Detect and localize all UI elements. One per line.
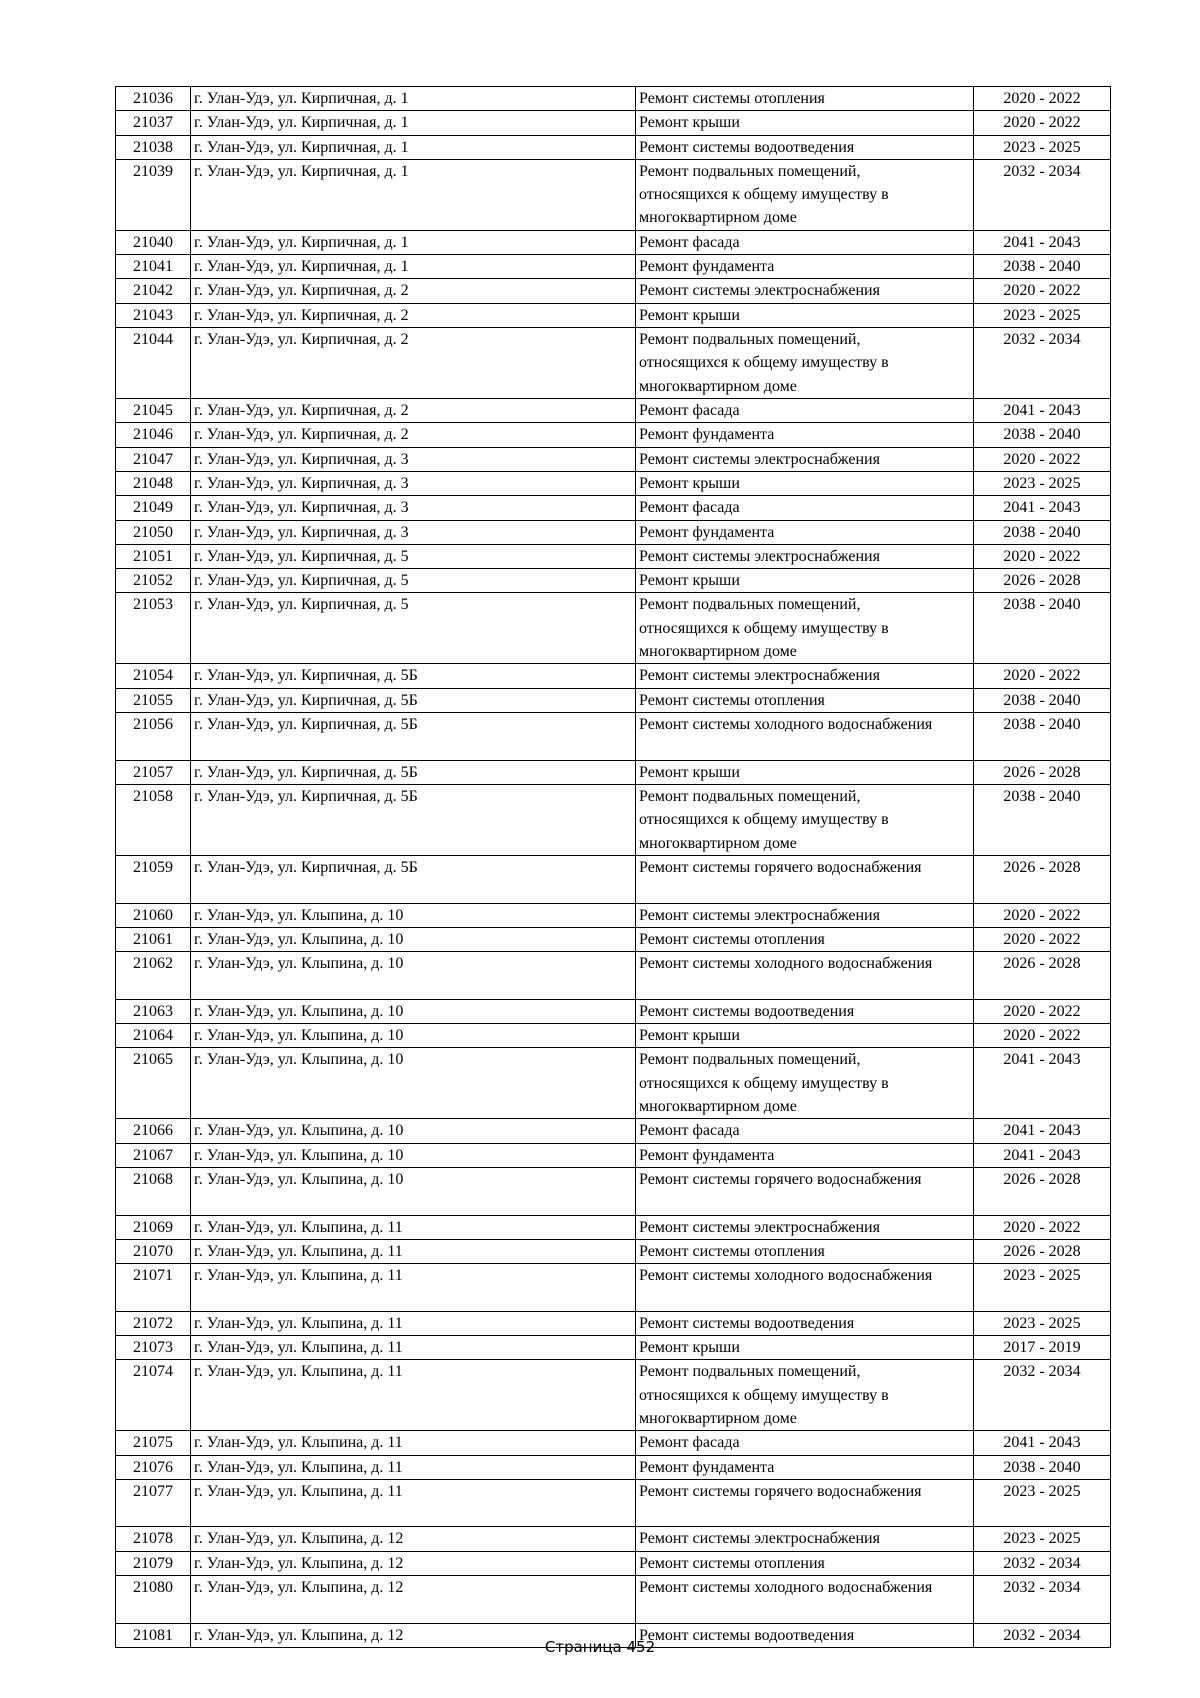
address-cell: г. Улан-Удэ, ул. Кирпичная, д. 1: [191, 87, 636, 111]
row-number-cell: 21080: [116, 1576, 191, 1624]
row-number-cell: 21040: [116, 230, 191, 254]
work-type-cell: Ремонт системы горячего водоснабжения: [636, 1167, 974, 1215]
period-cell: 2020 - 2022: [974, 1215, 1111, 1239]
period-cell: 2038 - 2040: [974, 688, 1111, 712]
address-cell: г. Улан-Удэ, ул. Клыпина, д. 10: [191, 952, 636, 1000]
period-cell: 2038 - 2040: [974, 520, 1111, 544]
table-row: [116, 496, 1111, 520]
period-cell: 2023 - 2025: [974, 303, 1111, 327]
address-cell: г. Улан-Удэ, ул. Клыпина, д. 11: [191, 1215, 636, 1239]
period-cell: 2020 - 2022: [974, 903, 1111, 927]
row-number-cell: 21068: [116, 1167, 191, 1215]
row-number-cell: 21044: [116, 328, 191, 399]
period-cell: 2020 - 2022: [974, 111, 1111, 135]
work-type-cell: Ремонт крыши: [636, 303, 974, 327]
period-cell: 2032 - 2034: [974, 159, 1111, 230]
work-type-cell: Ремонт крыши: [636, 569, 974, 593]
row-number-cell: 21041: [116, 255, 191, 279]
period-cell: 2038 - 2040: [974, 784, 1111, 855]
address-cell: г. Улан-Удэ, ул. Клыпина, д. 10: [191, 1167, 636, 1215]
table-row: [116, 903, 1111, 927]
row-number-cell: 21056: [116, 713, 191, 761]
row-number-cell: 21078: [116, 1527, 191, 1551]
period-cell: 2026 - 2028: [974, 952, 1111, 1000]
table-row: [116, 544, 1111, 568]
row-number-cell: 21037: [116, 111, 191, 135]
work-type-cell: Ремонт системы электроснабжения: [636, 664, 974, 688]
work-type-cell: Ремонт фасада: [636, 1119, 974, 1143]
row-number-cell: 21079: [116, 1551, 191, 1575]
period-cell: 2020 - 2022: [974, 447, 1111, 471]
work-type-cell: Ремонт фасада: [636, 399, 974, 423]
table-row: [116, 1311, 1111, 1335]
work-type-cell: Ремонт системы холодного водоснабжения: [636, 1264, 974, 1312]
address-cell: г. Улан-Удэ, ул. Клыпина, д. 11: [191, 1264, 636, 1312]
work-type-cell: Ремонт фундамента: [636, 255, 974, 279]
work-type-cell: Ремонт фундамента: [636, 423, 974, 447]
work-type-cell: Ремонт системы электроснабжения: [636, 544, 974, 568]
address-cell: г. Улан-Удэ, ул. Кирпичная, д. 2: [191, 328, 636, 399]
table-row: [116, 471, 1111, 495]
address-cell: г. Улан-Удэ, ул. Клыпина, д. 12: [191, 1576, 636, 1624]
period-cell: 2032 - 2034: [974, 1551, 1111, 1575]
table-row: [116, 1455, 1111, 1479]
table-row: [116, 1335, 1111, 1359]
address-cell: г. Улан-Удэ, ул. Кирпичная, д. 5Б: [191, 855, 636, 903]
address-cell: г. Улан-Удэ, ул. Кирпичная, д. 5Б: [191, 688, 636, 712]
period-cell: 2020 - 2022: [974, 1024, 1111, 1048]
table-row: [116, 1239, 1111, 1263]
row-number-cell: 21066: [116, 1119, 191, 1143]
address-cell: г. Улан-Удэ, ул. Кирпичная, д. 2: [191, 399, 636, 423]
row-number-cell: 21045: [116, 399, 191, 423]
period-cell: 2038 - 2040: [974, 423, 1111, 447]
table-row: [116, 593, 1111, 664]
work-type-cell: Ремонт системы водоотведения: [636, 999, 974, 1023]
address-cell: г. Улан-Удэ, ул. Клыпина, д. 11: [191, 1311, 636, 1335]
row-number-cell: 21051: [116, 544, 191, 568]
work-type-cell: Ремонт системы холодного водоснабжения: [636, 952, 974, 1000]
table-row: [116, 569, 1111, 593]
row-number-cell: 21039: [116, 159, 191, 230]
row-number-cell: 21069: [116, 1215, 191, 1239]
table-row: [116, 927, 1111, 951]
period-cell: 2017 - 2019: [974, 1335, 1111, 1359]
work-type-cell: Ремонт системы отопления: [636, 87, 974, 111]
period-cell: 2020 - 2022: [974, 999, 1111, 1023]
address-cell: г. Улан-Удэ, ул. Кирпичная, д. 1: [191, 135, 636, 159]
period-cell: 2041 - 2043: [974, 1048, 1111, 1119]
work-type-cell: Ремонт системы электроснабжения: [636, 1527, 974, 1551]
period-cell: 2020 - 2022: [974, 664, 1111, 688]
address-cell: г. Улан-Удэ, ул. Клыпина, д. 10: [191, 999, 636, 1023]
address-cell: г. Улан-Удэ, ул. Кирпичная, д. 3: [191, 447, 636, 471]
address-cell: г. Улан-Удэ, ул. Кирпичная, д. 5Б: [191, 760, 636, 784]
row-number-cell: 21058: [116, 784, 191, 855]
work-type-cell: Ремонт системы электроснабжения: [636, 1215, 974, 1239]
table-row: [116, 952, 1111, 1000]
address-cell: г. Улан-Удэ, ул. Клыпина, д. 12: [191, 1527, 636, 1551]
row-number-cell: 21052: [116, 569, 191, 593]
address-cell: г. Улан-Удэ, ул. Клыпина, д. 11: [191, 1360, 636, 1431]
work-type-cell: Ремонт системы холодного водоснабжения: [636, 1576, 974, 1624]
table-row: [116, 1479, 1111, 1527]
address-cell: г. Улан-Удэ, ул. Клыпина, д. 11: [191, 1479, 636, 1527]
period-cell: 2020 - 2022: [974, 279, 1111, 303]
work-type-cell: Ремонт системы холодного водоснабжения: [636, 713, 974, 761]
work-type-cell: Ремонт системы отопления: [636, 1551, 974, 1575]
table-row: [116, 1431, 1111, 1455]
work-type-cell: Ремонт фасада: [636, 230, 974, 254]
row-number-cell: 21061: [116, 927, 191, 951]
address-cell: г. Улан-Удэ, ул. Клыпина, д. 10: [191, 1048, 636, 1119]
work-type-cell: Ремонт крыши: [636, 471, 974, 495]
table-row: [116, 713, 1111, 761]
period-cell: 2032 - 2034: [974, 1576, 1111, 1624]
work-type-cell: Ремонт крыши: [636, 1024, 974, 1048]
table-row: [116, 688, 1111, 712]
work-type-cell: Ремонт подвальных помещений, относящихся к общему имуществу в многоквартирном доме: [636, 1048, 974, 1119]
work-type-cell: Ремонт фасада: [636, 1431, 974, 1455]
row-number-cell: 21063: [116, 999, 191, 1023]
work-type-cell: Ремонт подвальных помещений, относящихся к общему имуществу в многоквартирном доме: [636, 159, 974, 230]
row-number-cell: 21054: [116, 664, 191, 688]
address-cell: г. Улан-Удэ, ул. Кирпичная, д. 5: [191, 593, 636, 664]
period-cell: 2026 - 2028: [974, 855, 1111, 903]
row-number-cell: 21042: [116, 279, 191, 303]
work-type-cell: Ремонт фундамента: [636, 1143, 974, 1167]
period-cell: 2041 - 2043: [974, 230, 1111, 254]
table-row: [116, 447, 1111, 471]
row-number-cell: 21055: [116, 688, 191, 712]
address-cell: г. Улан-Удэ, ул. Клыпина, д. 11: [191, 1455, 636, 1479]
period-cell: 2023 - 2025: [974, 1311, 1111, 1335]
table-row: [116, 1215, 1111, 1239]
row-number-cell: 21074: [116, 1360, 191, 1431]
address-cell: г. Улан-Удэ, ул. Кирпичная, д. 2: [191, 423, 636, 447]
work-type-cell: Ремонт системы отопления: [636, 927, 974, 951]
period-cell: 2041 - 2043: [974, 1119, 1111, 1143]
period-cell: 2041 - 2043: [974, 496, 1111, 520]
address-cell: г. Улан-Удэ, ул. Кирпичная, д. 1: [191, 159, 636, 230]
table-row: [116, 423, 1111, 447]
period-cell: 2026 - 2028: [974, 1167, 1111, 1215]
row-number-cell: 21036: [116, 87, 191, 111]
period-cell: 2032 - 2034: [974, 328, 1111, 399]
period-cell: 2026 - 2028: [974, 1239, 1111, 1263]
row-number-cell: 21060: [116, 903, 191, 927]
table-row: [116, 111, 1111, 135]
work-type-cell: Ремонт системы отопления: [636, 1239, 974, 1263]
table-row: [116, 664, 1111, 688]
address-cell: г. Улан-Удэ, ул. Клыпина, д. 11: [191, 1431, 636, 1455]
work-type-cell: Ремонт подвальных помещений, относящихся к общему имуществу в многоквартирном доме: [636, 784, 974, 855]
work-type-cell: Ремонт системы электроснабжения: [636, 447, 974, 471]
row-number-cell: 21046: [116, 423, 191, 447]
period-cell: 2023 - 2025: [974, 135, 1111, 159]
address-cell: г. Улан-Удэ, ул. Кирпичная, д. 2: [191, 279, 636, 303]
row-number-cell: 21070: [116, 1239, 191, 1263]
period-cell: 2038 - 2040: [974, 593, 1111, 664]
address-cell: г. Улан-Удэ, ул. Кирпичная, д. 1: [191, 230, 636, 254]
row-number-cell: 21053: [116, 593, 191, 664]
work-type-cell: Ремонт подвальных помещений, относящихся к общему имуществу в многоквартирном доме: [636, 1360, 974, 1431]
address-cell: г. Улан-Удэ, ул. Клыпина, д. 11: [191, 1335, 636, 1359]
period-cell: 2032 - 2034: [974, 1623, 1111, 1647]
table-row: [116, 520, 1111, 544]
row-number-cell: 21065: [116, 1048, 191, 1119]
period-cell: 2020 - 2022: [974, 87, 1111, 111]
period-cell: 2023 - 2025: [974, 1479, 1111, 1527]
work-type-cell: Ремонт крыши: [636, 1335, 974, 1359]
period-cell: 2041 - 2043: [974, 1143, 1111, 1167]
address-cell: г. Улан-Удэ, ул. Клыпина, д. 10: [191, 1119, 636, 1143]
work-type-cell: Ремонт подвальных помещений, относящихся к общему имуществу в многоквартирном доме: [636, 328, 974, 399]
row-number-cell: 21043: [116, 303, 191, 327]
table-row: [116, 1119, 1111, 1143]
row-number-cell: 21048: [116, 471, 191, 495]
row-number-cell: 21075: [116, 1431, 191, 1455]
address-cell: г. Улан-Удэ, ул. Кирпичная, д. 5Б: [191, 784, 636, 855]
period-cell: 2023 - 2025: [974, 1264, 1111, 1312]
row-number-cell: 21067: [116, 1143, 191, 1167]
work-type-cell: Ремонт крыши: [636, 111, 974, 135]
period-cell: 2020 - 2022: [974, 544, 1111, 568]
period-cell: 2041 - 2043: [974, 399, 1111, 423]
row-number-cell: 21047: [116, 447, 191, 471]
work-type-cell: Ремонт системы водоотведения: [636, 1311, 974, 1335]
table-row: [116, 399, 1111, 423]
table-row: [116, 1167, 1111, 1215]
work-type-cell: Ремонт крыши: [636, 760, 974, 784]
table-row: [116, 303, 1111, 327]
work-type-cell: Ремонт системы водоотведения: [636, 135, 974, 159]
period-cell: 2020 - 2022: [974, 927, 1111, 951]
address-cell: г. Улан-Удэ, ул. Клыпина, д. 12: [191, 1623, 636, 1647]
work-type-cell: Ремонт фундамента: [636, 1455, 974, 1479]
table-row: [116, 1143, 1111, 1167]
table-row: [116, 1024, 1111, 1048]
address-cell: г. Улан-Удэ, ул. Кирпичная, д. 3: [191, 496, 636, 520]
address-cell: г. Улан-Удэ, ул. Клыпина, д. 10: [191, 1143, 636, 1167]
period-cell: 2026 - 2028: [974, 760, 1111, 784]
page-number: Страница 452: [544, 1638, 656, 1656]
table-row: [116, 999, 1111, 1023]
repair-schedule-table: [115, 86, 1111, 1648]
address-cell: г. Улан-Удэ, ул. Кирпичная, д. 1: [191, 111, 636, 135]
work-type-cell: Ремонт системы водоотведения: [636, 1623, 974, 1647]
address-cell: г. Улан-Удэ, ул. Кирпичная, д. 5: [191, 569, 636, 593]
row-number-cell: 21049: [116, 496, 191, 520]
period-cell: 2023 - 2025: [974, 1527, 1111, 1551]
row-number-cell: 21057: [116, 760, 191, 784]
table-row: [116, 255, 1111, 279]
address-cell: г. Улан-Удэ, ул. Кирпичная, д. 5: [191, 544, 636, 568]
address-cell: г. Улан-Удэ, ул. Кирпичная, д. 3: [191, 520, 636, 544]
table-row: [116, 784, 1111, 855]
table-row: [116, 855, 1111, 903]
row-number-cell: 21076: [116, 1455, 191, 1479]
row-number-cell: 21071: [116, 1264, 191, 1312]
address-cell: г. Улан-Удэ, ул. Кирпичная, д. 5Б: [191, 713, 636, 761]
period-cell: 2032 - 2034: [974, 1360, 1111, 1431]
row-number-cell: 21077: [116, 1479, 191, 1527]
table-row: [116, 328, 1111, 399]
row-number-cell: 21038: [116, 135, 191, 159]
row-number-cell: 21081: [116, 1623, 191, 1647]
period-cell: 2038 - 2040: [974, 255, 1111, 279]
address-cell: г. Улан-Удэ, ул. Кирпичная, д. 1: [191, 255, 636, 279]
row-number-cell: 21062: [116, 952, 191, 1000]
period-cell: 2023 - 2025: [974, 471, 1111, 495]
period-cell: 2038 - 2040: [974, 1455, 1111, 1479]
table-row: [116, 230, 1111, 254]
table-row: [116, 279, 1111, 303]
work-type-cell: Ремонт фасада: [636, 496, 974, 520]
table-row: [116, 760, 1111, 784]
address-cell: г. Улан-Удэ, ул. Клыпина, д. 12: [191, 1551, 636, 1575]
table-body: [116, 87, 1111, 1648]
address-cell: г. Улан-Удэ, ул. Клыпина, д. 11: [191, 1239, 636, 1263]
row-number-cell: 21050: [116, 520, 191, 544]
table-row: [116, 1576, 1111, 1624]
address-cell: г. Улан-Удэ, ул. Клыпина, д. 10: [191, 903, 636, 927]
work-type-cell: Ремонт подвальных помещений, относящихся к общему имуществу в многоквартирном доме: [636, 593, 974, 664]
table-row: [116, 1264, 1111, 1312]
row-number-cell: 21073: [116, 1335, 191, 1359]
work-type-cell: Ремонт системы электроснабжения: [636, 279, 974, 303]
work-type-cell: Ремонт фундамента: [636, 520, 974, 544]
table-row: [116, 1527, 1111, 1551]
work-type-cell: Ремонт системы электроснабжения: [636, 903, 974, 927]
work-type-cell: Ремонт системы отопления: [636, 688, 974, 712]
table-row: [116, 1551, 1111, 1575]
address-cell: г. Улан-Удэ, ул. Кирпичная, д. 5Б: [191, 664, 636, 688]
row-number-cell: 21059: [116, 855, 191, 903]
address-cell: г. Улан-Удэ, ул. Клыпина, д. 10: [191, 1024, 636, 1048]
address-cell: г. Улан-Удэ, ул. Кирпичная, д. 2: [191, 303, 636, 327]
period-cell: 2041 - 2043: [974, 1431, 1111, 1455]
period-cell: 2038 - 2040: [974, 713, 1111, 761]
work-type-cell: Ремонт системы горячего водоснабжения: [636, 855, 974, 903]
period-cell: 2026 - 2028: [974, 569, 1111, 593]
table-row: [116, 1360, 1111, 1431]
table-row: [116, 159, 1111, 230]
work-type-cell: Ремонт системы горячего водоснабжения: [636, 1479, 974, 1527]
table-row: [116, 1048, 1111, 1119]
table-row: [116, 135, 1111, 159]
row-number-cell: 21072: [116, 1311, 191, 1335]
table-row: [116, 87, 1111, 111]
row-number-cell: 21064: [116, 1024, 191, 1048]
address-cell: г. Улан-Удэ, ул. Кирпичная, д. 3: [191, 471, 636, 495]
address-cell: г. Улан-Удэ, ул. Клыпина, д. 10: [191, 927, 636, 951]
